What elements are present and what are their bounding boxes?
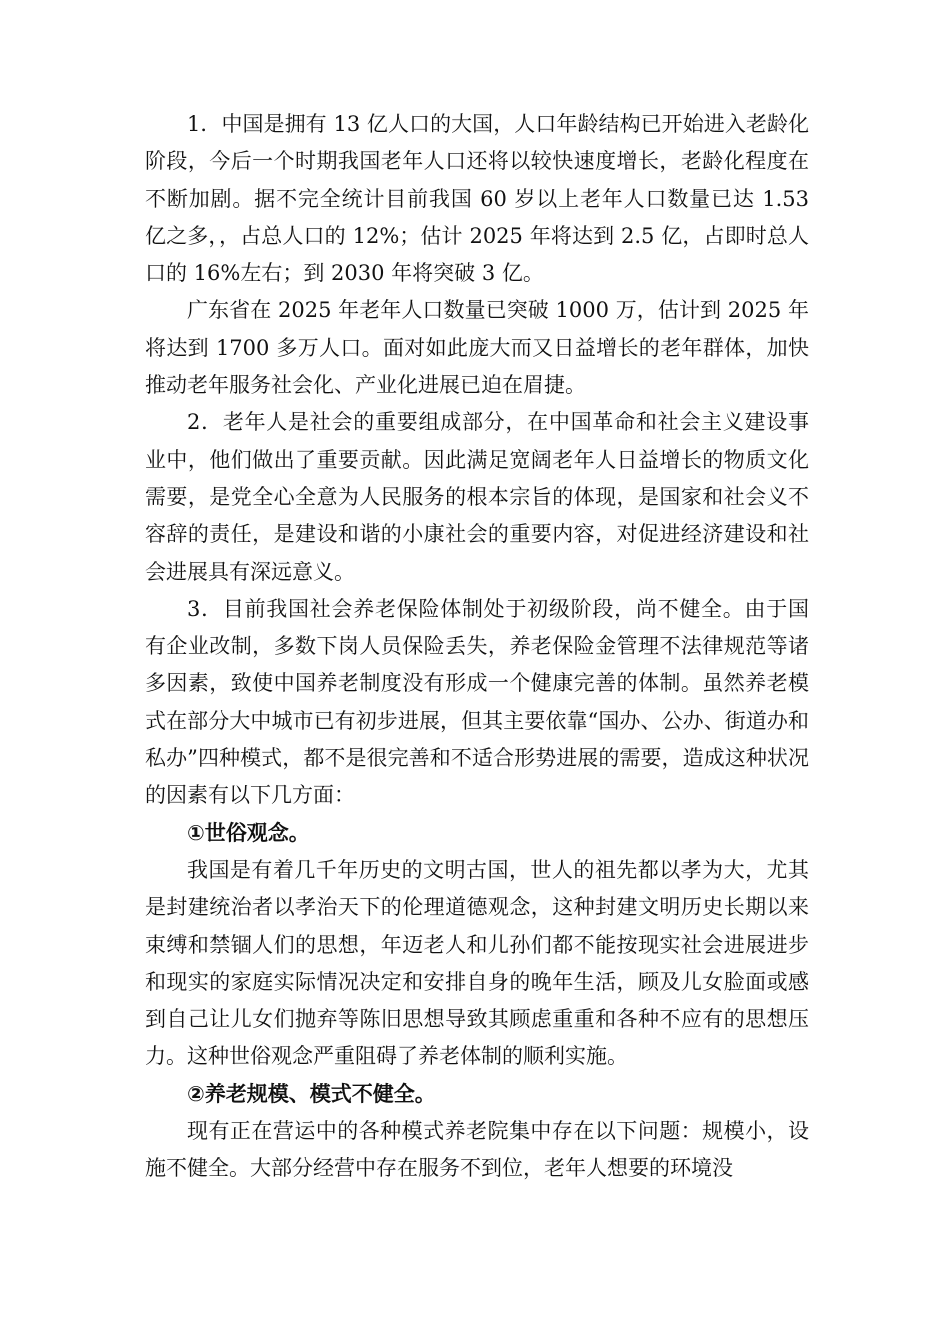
section-heading-secular-concepts: ①世俗观念。 bbox=[187, 820, 310, 845]
paragraph-elderly-contribution: 2．老年人是社会的重要组成部分，在中国革命和社会主义建设事业中，他们做出了重要贡献。因此满足宽阔老年人日益增长的物质文化需要，是党全心全意为人民服务的根本宗旨的体现，是国家和社会义不容辞的责任，是建设和谐的小康社会的重要内容，对促进经济建设和社会进展具有深远意义。 bbox=[145, 410, 809, 584]
paragraph-pension-system: 3．目前我国社会养老保险体制处于初级阶段，尚不健全。由于国有企业改制，多数下岗人员保险丢失，养老保险金管理不法律规范等诸多因素，致使中国养老制度没有形成一个健康完善的体制。虽然养老模式在部分大中城市已有初步进展，但其主要依靠“国办、公办、街道办和私办”四种模式，都不是很完善和不适合形势进展的需要，造成这种状况的因素有以下几方面： bbox=[145, 596, 809, 808]
paragraph-population-aging: 1．中国是拥有 13 亿人口的大国，人口年龄结构已开始进入老龄化阶段，今后一个时期我国老年人口还将以较快速度增长，老龄化程度在不断加剧。据不完全统计目前我国 60 岁以上老年人口数量已达 1.53 亿之多，，占总人口的 12%；估计 2025 年将达到 2.5 亿，占即时总人口的 16%左右；到 2030 年将突破 3 亿。 bbox=[145, 112, 809, 286]
paragraph-nursing-home-issues: 现有正在营运中的各种模式养老院集中存在以下问题：规模小，设施不健全。大部分经营中存在服务不到位，老年人想要的环境没 bbox=[145, 1119, 809, 1181]
section-heading-scale-models: ②养老规模、模式不健全。 bbox=[187, 1081, 436, 1106]
paragraph-secular-concepts: 我国是有着几千年历史的文明古国，世人的祖先都以孝为大，尤其是封建统治者以孝治天下的伦理道德观念，这种封建文明历史长期以来束缚和禁锢人们的思想，年迈老人和儿孙们都不能按现实社会进展进步和现实的家庭实际情况决定和安排自身的晚年生活，顾及儿女脸面或感到自己让儿女们抛弃等陈旧思想导致其顾虑重重和各种不应有的思想压力。这种世俗观念严重阻碍了养老体制的顺利实施。 bbox=[145, 857, 809, 1069]
document-body bbox=[145, 106, 809, 1188]
paragraph-guangdong-elderly: 广东省在 2025 年老年人口数量已突破 1000 万，估计到 2025 年将达到 1700 多万人口。面对如此庞大而又日益增长的老年群体，加快推动老年服务社会化、产业化进展已迫在眉捷。 bbox=[145, 298, 809, 398]
